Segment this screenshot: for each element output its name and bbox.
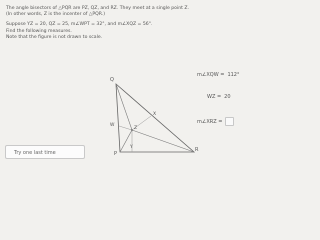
answer-label-xrz: m∠XRZ =	[197, 118, 223, 125]
answer-value-xqw[interactable]: 112°	[227, 72, 240, 78]
answer-input-xrz[interactable]	[225, 117, 234, 126]
answer-label-xqw: m∠XQW =	[197, 72, 225, 78]
label-z: Z	[134, 126, 138, 131]
incenter-point	[131, 129, 133, 131]
triangle-diagram	[96, 68, 212, 156]
problem-statement	[6, 6, 302, 41]
label-r: R	[195, 147, 199, 153]
problem-line-2: (In other words, Z is the incenter of △PQR.)	[6, 12, 106, 18]
try-again-button[interactable]: Try one last time	[5, 145, 85, 159]
label-p: P	[114, 151, 118, 156]
label-q: Q	[110, 77, 114, 83]
problem-line-1: The angle bisectors of △PQR are PZ, QZ, and RZ. They meet at a single point Z.	[6, 6, 190, 11]
problem-line-5: Note that the figure is not drawn to scale.	[6, 34, 103, 40]
problem-line-4: Find the following measures.	[6, 28, 72, 34]
bisector-rz	[132, 130, 194, 152]
answer-label-wz: WZ =	[207, 94, 222, 100]
perp-w	[119, 126, 132, 130]
answer-row-xrz	[197, 117, 234, 126]
label-y: Y	[130, 145, 133, 150]
answer-row-wz	[207, 94, 231, 100]
problem-line-3: Suppose YZ = 20, QZ = 25, m∠WPT = 32°, and m∠XQZ = 56°.	[6, 22, 153, 28]
label-w: W	[110, 123, 115, 128]
label-x: X	[153, 112, 157, 117]
answer-value-wz[interactable]: 20	[224, 94, 231, 100]
answer-row-xqw	[197, 72, 239, 78]
